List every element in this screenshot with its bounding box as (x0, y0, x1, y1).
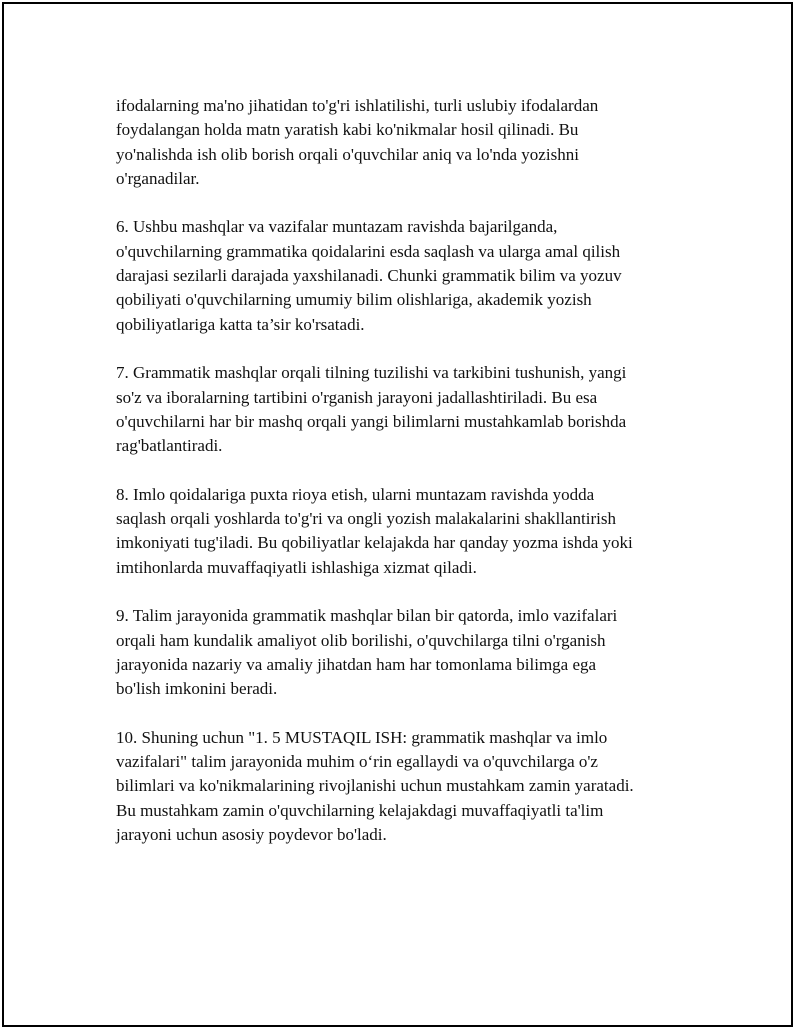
text-line: 8. Imlo qoidalariga puxta rioya etish, ularni muntazam ravishda yodda (116, 484, 595, 504)
text-line: jarayoni uchun asosiy poydevor bo'ladi. (116, 824, 387, 844)
text-line: orqali ham kundalik amaliyot olib borilishi, o'quvchilarga tilni o'rganish (116, 630, 606, 650)
text-line: 7. Grammatik mashqlar orqali tilning tuzilishi va tarkibini tushunish, yangi (116, 363, 627, 383)
text-line: imkoniyati tug'iladi. Bu qobiliyatlar kelajakda har qanday yozma ishda yoki (116, 533, 633, 553)
text-line: 6. Ushbu mashqlar va vazifalar muntazam ravishda bajarilganda, (116, 217, 558, 237)
paragraph-9 (116, 604, 686, 701)
text-line: so'z va iboralarning tartibini o'rganish jarayoni jadallashtiriladi. Bu esa (116, 387, 598, 407)
text-line: rag'batlantiradi. (116, 436, 223, 456)
text-line: imtihonlarda muvaffaqiyatli ishlashiga xizmat qiladi. (116, 557, 477, 577)
paragraph-continuation (116, 94, 686, 191)
text-line: foydalangan holda matn yaratish kabi ko'nikmalar hosil qilinadi. Bu (116, 120, 579, 140)
text-line: jarayonida nazariy va amaliy jihatdan ham har tomonlama bilimga ega (116, 654, 597, 674)
text-line: 10. Shuning uchun "1. 5 MUSTAQIL ISH: grammatik mashqlar va imlo (116, 727, 608, 747)
text-line: o'quvchilarning grammatika qoidalarini esda saqlash va ularga amal qilish (116, 241, 621, 261)
text-line: saqlash orqali yoshlarda to'g'ri va ongli yozish malakalarini shakllantirish (116, 509, 616, 529)
paragraph-10 (116, 726, 686, 847)
text-line: bilimlari va ko'nikmalarining rivojlanishi uchun mustahkam zamin yaratadi. (116, 776, 634, 796)
text-line: o'rganadilar. (116, 168, 200, 188)
text-line: o'quvchilarni har bir mashq orqali yangi bilimlarni mustahkamlab borishda (116, 411, 627, 431)
paragraph-7 (116, 361, 686, 458)
text-line: qobiliyati o'quvchilarning umumiy bilim olishlariga, akademik yozish (116, 290, 592, 310)
text-line: bo'lish imkonini beradi. (116, 679, 278, 699)
text-line: yo'nalishda ish olib borish orqali o'quvchilar aniq va lo'nda yozishni (116, 144, 579, 164)
text-line: vazifalari" talim jarayonida muhim o‘rin egallaydi va o'quvchilarga o'z (116, 752, 598, 772)
text-line: 9. Talim jarayonida grammatik mashqlar bilan bir qatorda, imlo vazifalari (116, 606, 618, 626)
paragraph-8 (116, 483, 686, 580)
document-body (116, 94, 686, 872)
text-line: darajasi sezilarli darajada yaxshilanadi. Chunki grammatik bilim va yozuv (116, 266, 622, 286)
paragraph-6 (116, 215, 686, 336)
text-line: qobiliyatlariga katta ta’sir ko'rsatadi. (116, 314, 365, 334)
text-line: ifodalarning ma'no jihatidan to'g'ri ishlatilishi, turli uslubiy ifodalardan (116, 96, 599, 115)
text-line: Bu mustahkam zamin o'quvchilarning kelajakdagi muvaffaqiyatli ta'lim (116, 800, 604, 820)
